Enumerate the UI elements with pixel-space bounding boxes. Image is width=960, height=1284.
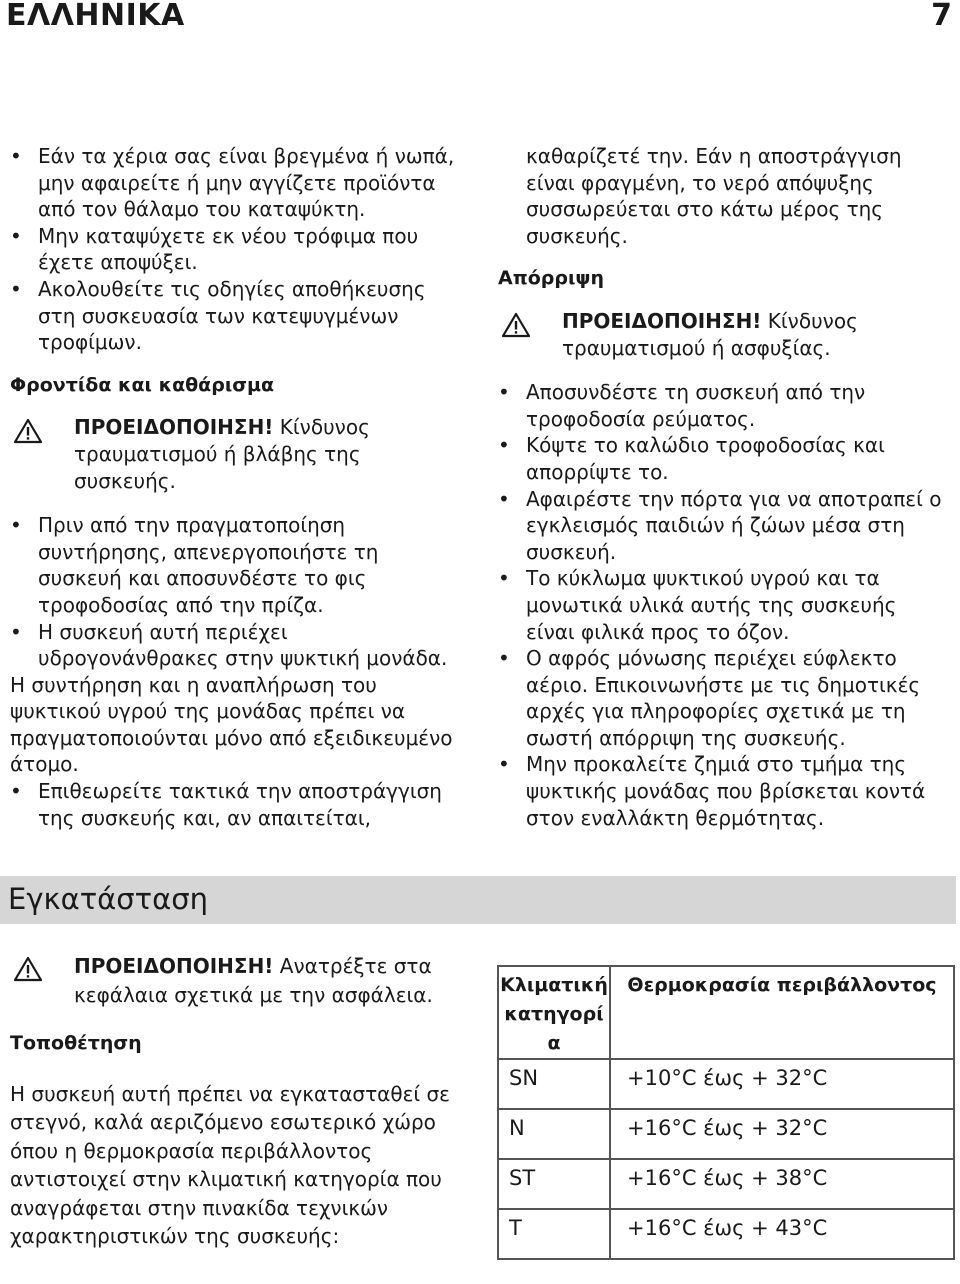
care-heading: Φροντίδα και καθάρισμα [10, 373, 275, 396]
list-item: • Αφαιρέστε την πόρτα για να αποτραπεί ο εγκλεισμός παιδιών ή ζώων μέσα στη συσκευή. [498, 486, 950, 566]
warning-label: ΠΡΟΕΙΔΟΠΟΙΗΣΗ! [562, 308, 762, 333]
right-column [498, 143, 950, 831]
list-item: • Το κύκλωμα ψυκτικού υγρού και τα μονωτικά υλικά αυτής της συσκευής είναι φιλικά προς το όζον. [498, 565, 950, 645]
table-row [498, 1209, 954, 1259]
climate-class-table [497, 965, 955, 1260]
warning-text: Ανατρέξτε στα κεφάλαια σχετικά με την ασφάλεια. [74, 954, 433, 1007]
installation-title: Εγκατάσταση [8, 882, 208, 916]
climate-class-cell: SN [498, 1059, 610, 1109]
care-warning [10, 414, 468, 494]
table-row [498, 1159, 954, 1209]
climate-class-cell: T [498, 1209, 610, 1259]
disposal-heading: Απόρριψη [498, 267, 605, 290]
temperature-range-cell: +16°C έως + 38°C [610, 1159, 954, 1209]
warning-triangle-icon [14, 418, 42, 444]
warning-text: Κίνδυνος τραυματισμού ή βλάβης της συσκευής. [74, 415, 370, 493]
table-row [498, 1109, 954, 1159]
drain-continuation: καθαρίζετέ την. Εάν η αποστράγγιση είναι φραγμένη, το νερό απόψυξης συσσωρεύεται στο κάτω μέρος της συσκευής. [526, 144, 902, 248]
language-header: ΕΛΛΗΝΙΚΑ [6, 0, 185, 33]
list-item: • Επιθεωρείτε τακτικά την αποστράγγιση της συσκευής και, αν απαιτείται, [10, 778, 468, 831]
positioning-heading: Τοποθέτηση [10, 1032, 142, 1054]
warning-triangle-icon [14, 956, 42, 982]
list-item: • Μην προκαλείτε ζημιά στο τμήμα της ψυκτικής μονάδας που βρίσκεται κοντά στον εναλλάκτη θερμότητας. [498, 751, 950, 831]
list-item: • Εάν τα χέρια σας είναι βρεγμένα ή νωπά, μην αφαιρείτε ή μην αγγίζετε προϊόντα από τον θάλαμο του καταψύκτη. [10, 143, 468, 223]
list-item: • Μην καταψύχετε εκ νέου τρόφιμα που έχετε αποψύξει. [10, 223, 468, 276]
left-column [10, 143, 468, 831]
warning-triangle-icon [502, 312, 530, 338]
list-item: • Πριν από την πραγματοποίηση συντήρησης, απενεργοποιήστε τη συσκευή και αποσυνδέστε το φις τροφοδοσίας από την πρίζα. [10, 512, 468, 618]
list-item: • Ο αφρός μόνωσης περιέχει εύφλεκτο αέριο. Επικοινωνήστε με τις δημοτικές αρχές για πληροφορίες σχετικά με τη σωστή απόρριψη της συσκευής. [498, 645, 950, 751]
temperature-range-cell: +16°C έως + 32°C [610, 1109, 954, 1159]
intro-bullet-list [10, 143, 468, 356]
installation-warning [10, 952, 480, 1009]
warning-text: Κίνδυνος τραυματισμού ή ασφυξίας. [562, 308, 858, 360]
climate-class-cell: ST [498, 1159, 610, 1209]
care-bullet-list-2 [10, 778, 468, 831]
care-bullet-list [10, 512, 468, 672]
warning-label: ΠΡΟΕΙΔΟΠΟΙΗΣΗ! [74, 954, 274, 978]
disposal-bullet-list [498, 379, 950, 831]
installation-section-bar [0, 876, 956, 924]
maintenance-paragraph: Η συντήρηση και η αναπλήρωση του ψυκτικού υγρού της μονάδας πρέπει να πραγματοποιούνται μόνο από εξειδικευμένο άτομο. [10, 672, 453, 777]
temperature-range-cell: +10°C έως + 32°C [610, 1059, 954, 1109]
table-row [498, 1059, 954, 1109]
positioning-paragraph: Η συσκευή αυτή πρέπει να εγκατασταθεί σε στεγνό, καλά αεριζόμενο εσωτερικό χώρο όπου η θερμοκρασία περιβάλλοντος αντιστοιχεί στην κλιματική κατηγορία που αναγράφεται στην πινακίδα τεχνικών χαρακτηριστικών της συσκευής: [10, 1081, 450, 1248]
list-item: • Ακολουθείτε τις οδηγίες αποθήκευσης στη συσκευασία των κατεψυγμένων τροφίμων. [10, 276, 468, 356]
ambient-temperature-header: Θερμοκρασία περιβάλλοντος [610, 966, 954, 1059]
warning-label: ΠΡΟΕΙΔΟΠΟΙΗΣΗ! [74, 415, 274, 440]
list-item: • Κόψτε το καλώδιο τροφοδοσίας και απορρίψτε το. [498, 432, 950, 485]
table-header-row [498, 966, 954, 1059]
list-item: • Η συσκευή αυτή περιέχει υδρογονάνθρακες στην ψυκτική μονάδα. [10, 619, 468, 672]
climate-class-header: Κλιματική κατηγορί α [498, 966, 610, 1059]
climate-class-cell: N [498, 1109, 610, 1159]
installation-content [10, 952, 480, 1251]
list-item: • Αποσυνδέστε τη συσκευή από την τροφοδοσία ρεύματος. [498, 379, 950, 432]
disposal-warning [498, 308, 950, 361]
page-number: 7 [931, 0, 952, 33]
temperature-range-cell: +16°C έως + 43°C [610, 1209, 954, 1259]
